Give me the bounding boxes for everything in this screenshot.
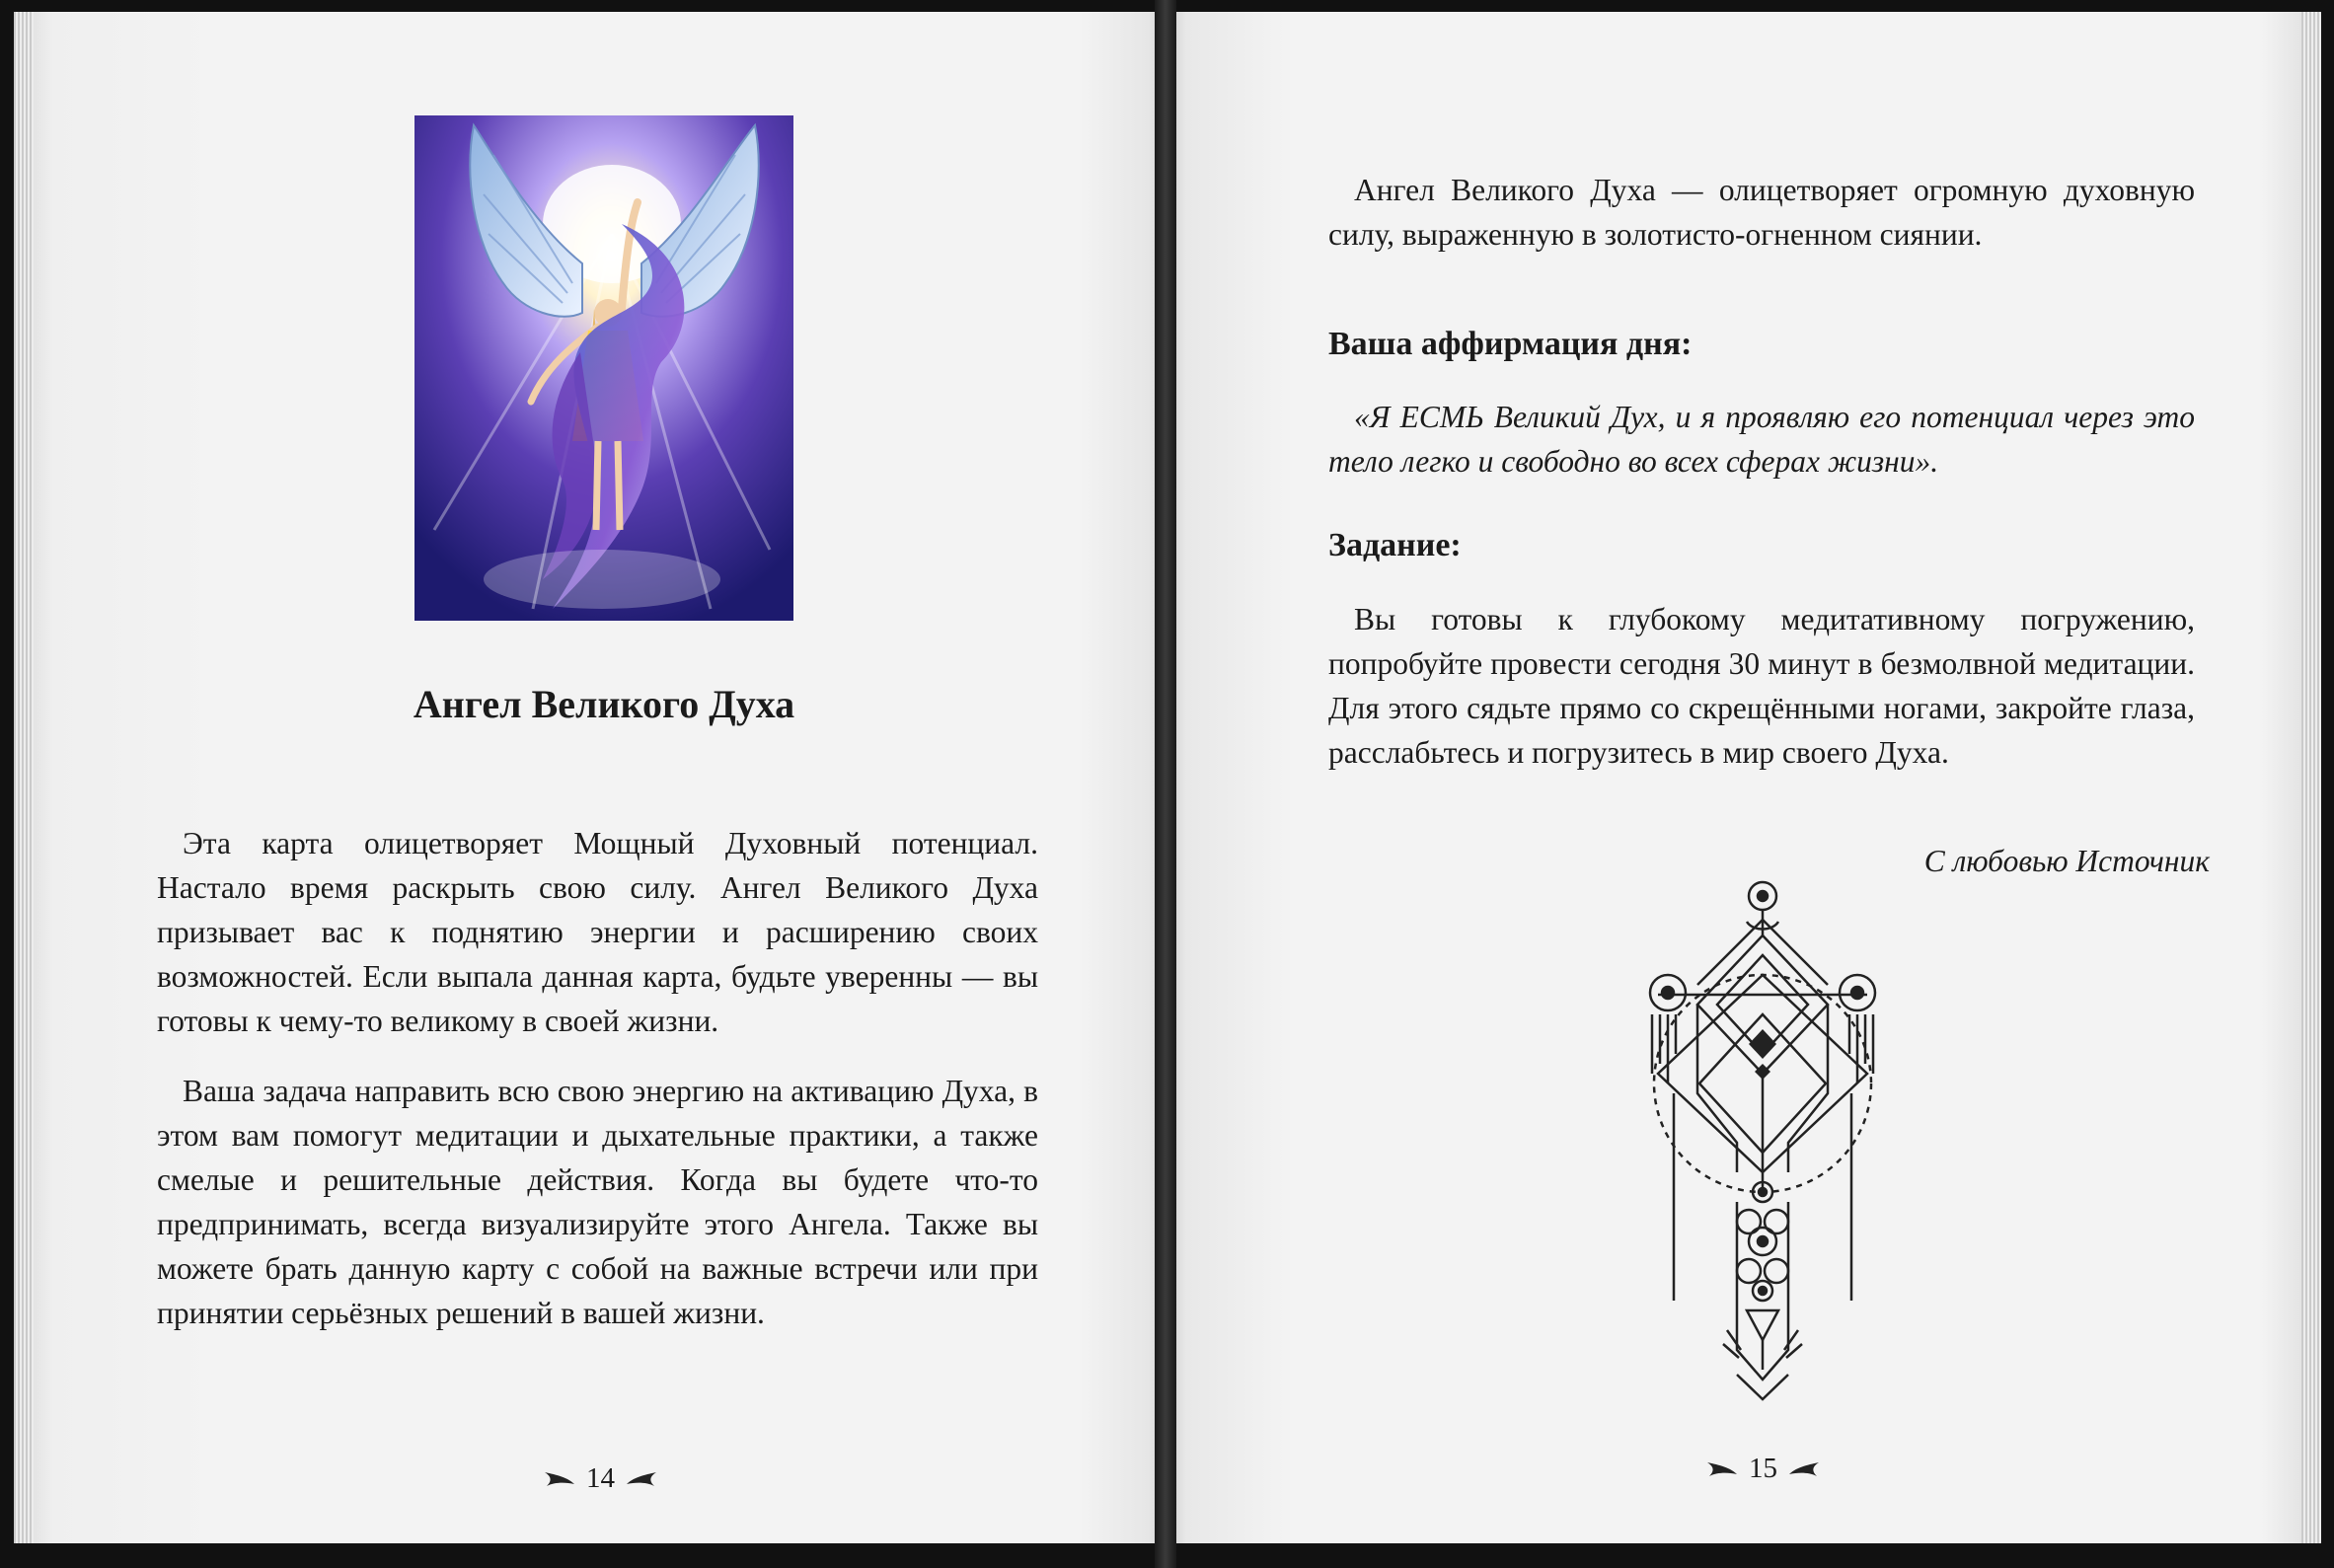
angel-card-image [414, 115, 793, 621]
left-paragraph-1: Эта карта олицетворяет Мощный Духовный потенциал. Настало время раскрыть свою силу. Ангел Великого Духа призывает вас к поднятию энергии и расширению своих возможностей. Если выпала данная карта, будьте уверенны — вы готовы к чему-то великому в своей жизни. [157, 826, 1038, 1038]
page-edge [2301, 12, 2321, 1543]
wing-left-icon [543, 1470, 576, 1488]
wing-left-icon [1705, 1460, 1739, 1478]
card-title: Ангел Великого Духа [413, 682, 795, 726]
task-heading: Задание: [1328, 527, 1462, 563]
signature: С любовью Источник [1923, 844, 2210, 878]
affirmation-text: «Я ЕСМЬ Великий Дух, и я проявляю его потенциал через это тело легко и свободно во всех сферах жизни». [1328, 400, 2195, 479]
book-spine [1155, 0, 1176, 1568]
intro-paragraph: Ангел Великого Духа — олицетворяет огромную духовную силу, выраженную в золотисто-огненном сиянии. [1328, 173, 2195, 252]
task-paragraph: Вы готовы к глубокому медитативному погружению, попробуйте провести сегодня 30 минут в безмолвной медитации. Для этого сядьте прямо со скрещёнными ногами, закройте глаза, расслабьтесь и погрузитесь в мир своего Духа. [1328, 602, 2195, 770]
page-number-left: 14 [543, 1462, 658, 1495]
wing-right-icon [625, 1470, 658, 1488]
page-edge [14, 12, 34, 1543]
wing-right-icon [1787, 1460, 1821, 1478]
affirmation-heading: Ваша аффирмация дня: [1328, 326, 1693, 362]
sacred-geometry-sigil [1638, 876, 1887, 1409]
left-paragraph-2: Ваша задача направить всю свою энергию на активацию Духа, в этом вам помогут медитации и дыхательные практики, а также смелые и решительные действия. Когда вы будете что-то предпринимать, всегда визуализируйте этого Ангела. Также вы можете брать данную карту с собой на важные встречи или при принятии серьёзных решений в вашей жизни. [157, 1074, 1038, 1330]
page-number-right: 15 [1705, 1453, 1821, 1485]
